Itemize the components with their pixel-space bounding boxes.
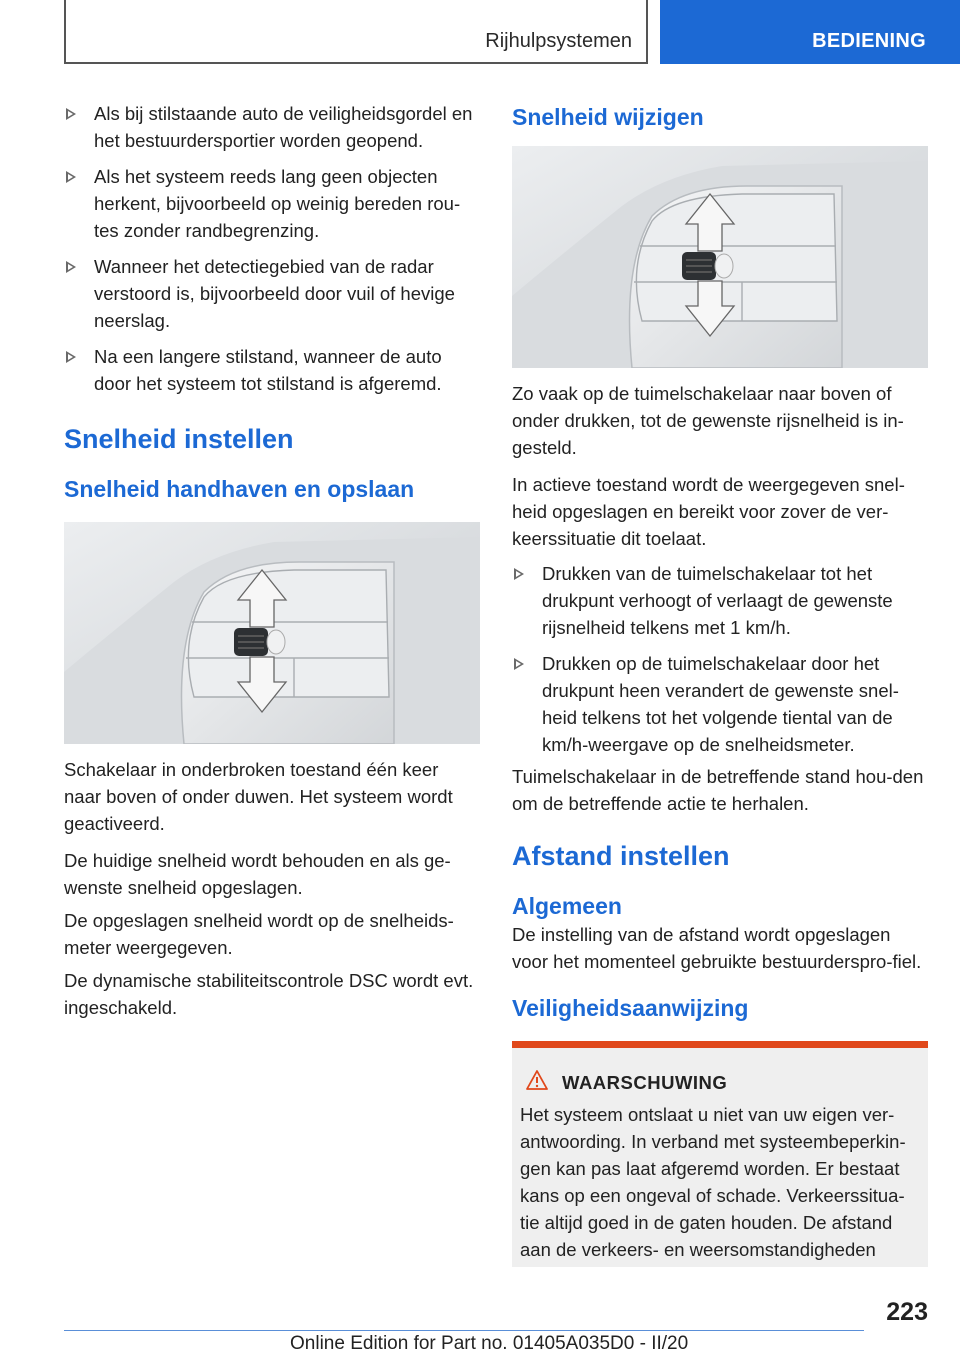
header-section-box	[64, 0, 648, 64]
list-item: Wanneer het detectiegebied van de radar verstoord is, bijvoorbeeld door vuil of hevige neerslag.	[64, 253, 480, 334]
warning-text: Het systeem ontslaat u niet van uw eigen ver-antwoording. In verband met systeembeperkin-gen kan pas laat afgeremd worden. Er bestaat kans op een ongeval of schade. Verkeerssitua-tie altijd goed in de gaten houden. De afstand aan de verkeers- en weersomstandigheden	[520, 1104, 906, 1260]
section-heading: Snelheid instellen	[64, 424, 294, 454]
left-column	[64, 100, 480, 1021]
conditions-list	[64, 100, 480, 397]
subsection-heading: Algemeen	[512, 893, 622, 919]
footer-divider	[64, 1330, 864, 1331]
header-chapter-title: BEDIENING	[812, 30, 926, 52]
warning-box	[512, 1041, 928, 1267]
bullet-triangle-icon	[514, 568, 524, 580]
paragraph: De huidige snelheid wordt behouden en als ge-wenste snelheid opgeslagen.	[64, 850, 451, 898]
subsection-heading: Veiligheidsaanwijzing	[512, 995, 749, 1021]
paragraph: De instelling van de afstand wordt opgeslagen voor het momenteel gebruikte bestuurderspro-fiel.	[512, 924, 922, 972]
warning-title-row	[520, 1070, 920, 1095]
page-number: 223	[886, 1298, 928, 1326]
header-chapter-tab	[660, 0, 960, 64]
list-item: Drukken van de tuimelschakelaar tot het drukpunt verhoogt of verlaagt de gewenste rijsnelheid telkens met 1 km/h.	[512, 560, 928, 641]
section-heading: Afstand instellen	[512, 841, 730, 871]
right-column	[512, 100, 928, 1267]
paragraph: In actieve toestand wordt de weergegeven snel-heid opgeslagen en bereikt voor zover de ver-keerssituatie dit toelaat.	[512, 474, 905, 549]
paragraph: Schakelaar in onderbroken toestand één keer naar boven of onder duwen. Het systeem wordt geactiveerd.	[64, 759, 453, 834]
list-item: Na een langere stilstand, wanneer de auto door het systeem tot stilstand is afgeremd.	[64, 343, 480, 397]
bullet-triangle-icon	[66, 351, 76, 363]
warning-title: WAARSCHUWING	[562, 1071, 728, 1093]
steering-wheel-switch-image	[512, 146, 928, 368]
bullet-triangle-icon	[66, 171, 76, 183]
paragraph: De opgeslagen snelheid wordt op de snelheids-meter weergegeven.	[64, 910, 454, 958]
change-speed-list	[512, 560, 928, 758]
bullet-triangle-icon	[66, 261, 76, 273]
warning-triangle-icon	[526, 1070, 548, 1095]
steering-wheel-switch-image	[64, 522, 480, 744]
paragraph: De dynamische stabiliteitscontrole DSC wordt evt. ingeschakeld.	[64, 970, 474, 1018]
paragraph: Tuimelschakelaar in de betreffende stand hou-den om de betreffende actie te herhalen.	[512, 766, 924, 814]
footer-edition: Online Edition for Part no. 01405A035D0 - II/20	[290, 1333, 689, 1354]
subsection-heading: Snelheid handhaven en opslaan	[64, 476, 415, 502]
bullet-triangle-icon	[514, 658, 524, 670]
list-item: Als bij stilstaande auto de veiligheidsgordel en het bestuurdersportier worden geopend.	[64, 100, 480, 154]
bullet-triangle-icon	[66, 108, 76, 120]
subsection-heading: Snelheid wijzigen	[512, 104, 704, 130]
list-item: Als het systeem reeds lang geen objecten herkent, bijvoorbeeld op weinig bereden rou-tes zonder randbegrenzing.	[64, 163, 480, 244]
paragraph: Zo vaak op de tuimelschakelaar naar boven of onder drukken, tot de gewenste rijsnelheid is in-gesteld.	[512, 383, 904, 458]
header-section-title: Rijhulpsystemen	[485, 30, 632, 52]
list-item: Drukken op de tuimelschakelaar door het drukpunt heen verandert de gewenste snel-heid telkens tot het volgende tiental van de km/h-weergave op de snelheidsmeter.	[512, 650, 928, 758]
